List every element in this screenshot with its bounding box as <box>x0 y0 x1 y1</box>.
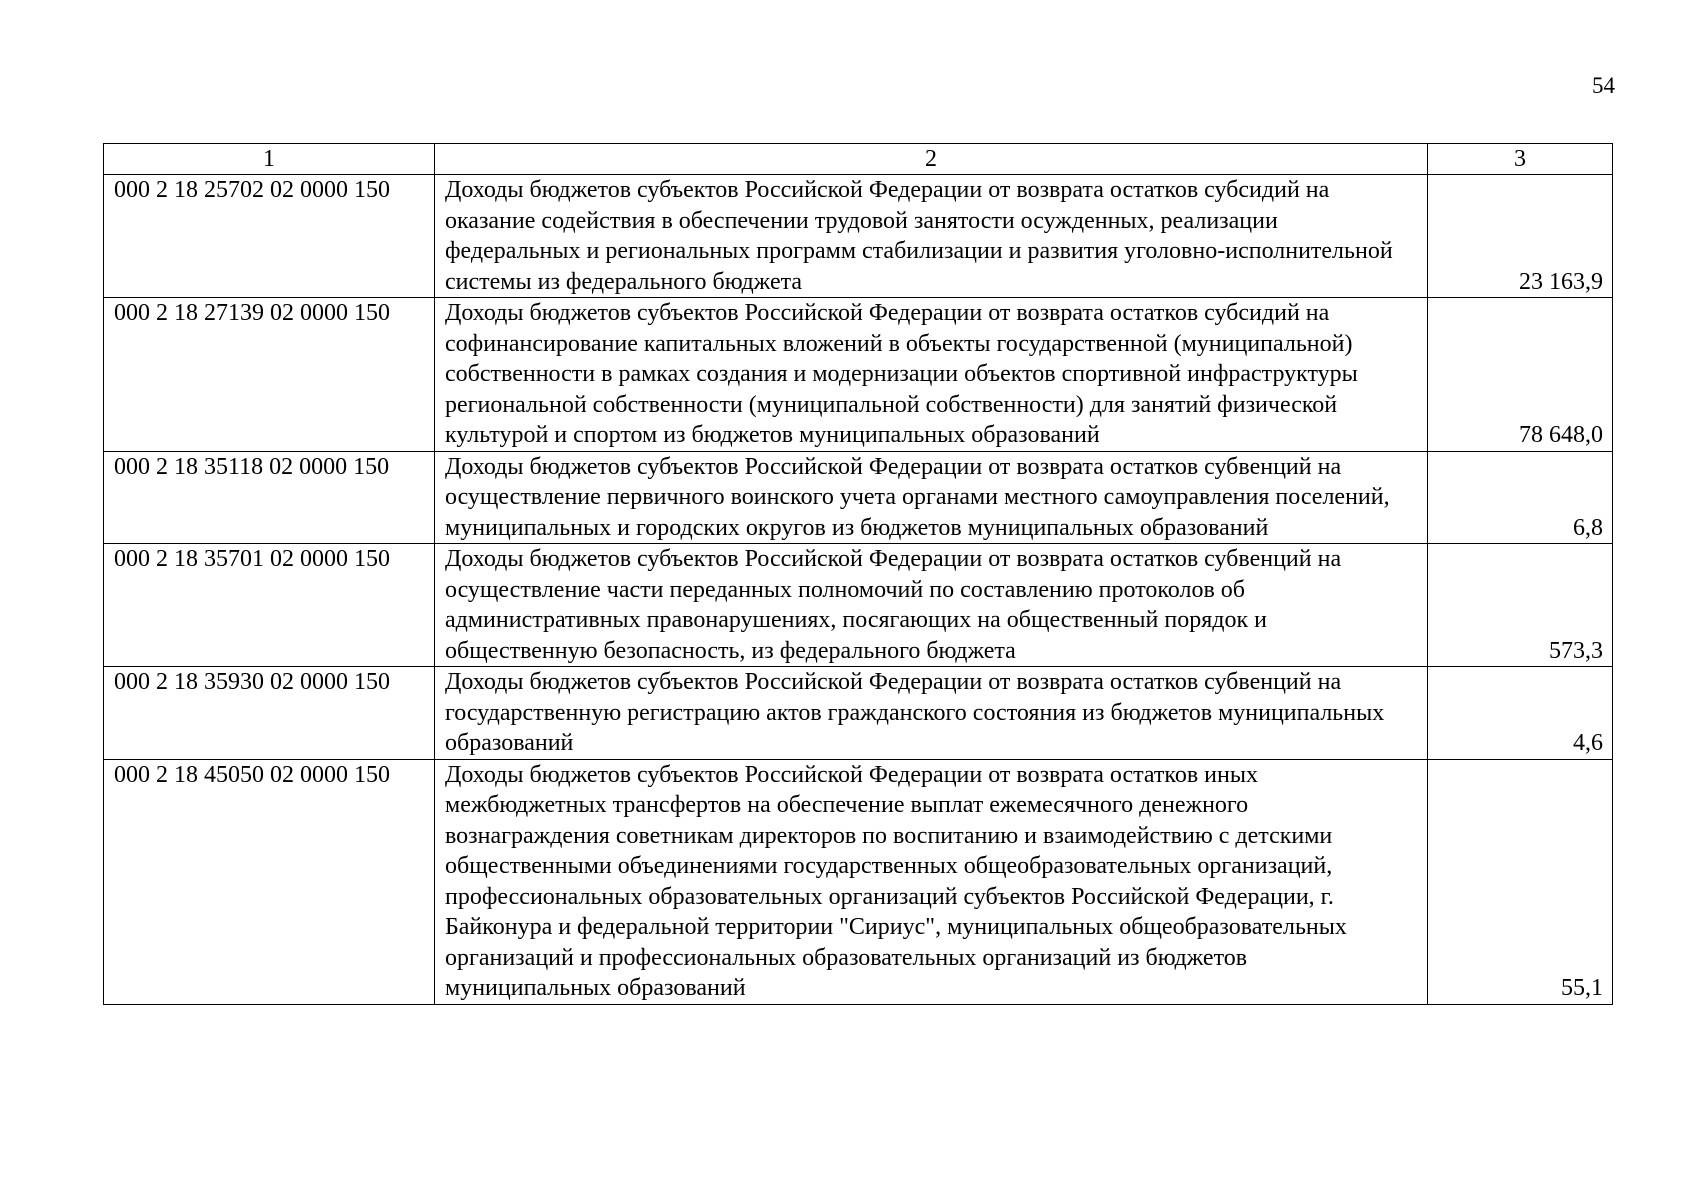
column-header-description: 2 <box>435 144 1428 175</box>
table-row <box>104 667 1613 760</box>
amount: 6,8 <box>1428 451 1613 544</box>
budget-code: 000 2 18 35118 02 0000 150 <box>104 451 435 544</box>
revenue-description: Доходы бюджетов субъектов Российской Федерации от возврата остатков субвенций на государственную регистрацию актов гражданского состояния из бюджетов муниципальных образований <box>435 667 1428 760</box>
table-row <box>104 298 1613 452</box>
page-number: 54 <box>1592 73 1615 98</box>
revenue-description: Доходы бюджетов субъектов Российской Федерации от возврата остатков субвенций на осуществление части переданных полномочий по составлению протоколов об административных правонарушениях, посягающих на общественный порядок и общественную безопасность, из федерального бюджета <box>435 544 1428 667</box>
revenue-description: Доходы бюджетов субъектов Российской Федерации от возврата остатков субсидий на софинансирование капитальных вложений в объекты государственной (муниципальной) собственности в рамках создания и модернизации объектов спортивной инфраструктуры региональной собственности (муниципальной собственности) для занятий физической культурой и спортом из бюджетов муниципальных образований <box>435 298 1428 452</box>
budget-code: 000 2 18 35701 02 0000 150 <box>104 544 435 667</box>
budget-code: 000 2 18 35930 02 0000 150 <box>104 667 435 760</box>
budget-code: 000 2 18 45050 02 0000 150 <box>104 759 435 1004</box>
column-header-code: 1 <box>104 144 435 175</box>
amount: 23 163,9 <box>1428 175 1613 298</box>
column-header-amount: 3 <box>1428 144 1613 175</box>
header-row <box>104 144 1613 175</box>
table-row <box>104 544 1613 667</box>
amount: 4,6 <box>1428 667 1613 760</box>
amount: 55,1 <box>1428 759 1613 1004</box>
budget-code: 000 2 18 27139 02 0000 150 <box>104 298 435 452</box>
table-row <box>104 175 1613 298</box>
revenue-description: Доходы бюджетов субъектов Российской Федерации от возврата остатков субсидий на оказание содействия в обеспечении трудовой занятости осужденных, реализации федеральных и региональных программ стабилизации и развития уголовно-исполнительной системы из федерального бюджета <box>435 175 1428 298</box>
revenue-description: Доходы бюджетов субъектов Российской Федерации от возврата остатков субвенций на осуществление первичного воинского учета органами местного самоуправления поселений, муниципальных и городских округов из бюджетов муниципальных образований <box>435 451 1428 544</box>
budget-revenue-table <box>103 143 1613 1005</box>
table-row <box>104 451 1613 544</box>
amount: 78 648,0 <box>1428 298 1613 452</box>
revenue-description: Доходы бюджетов субъектов Российской Федерации от возврата остатков иных межбюджетных трансфертов на обеспечение выплат ежемесячного денежного вознаграждения советникам директоров по воспитанию и взаимодействию с детскими общественными объединениями государственных общеобразовательных организаций, профессиональных образовательных организаций субъектов Российской Федерации, г. Байконура и федеральной территории "Сириус", муниципальных общеобразовательных организаций и профессиональных образовательных организаций из бюджетов муниципальных образований <box>435 759 1428 1004</box>
amount: 573,3 <box>1428 544 1613 667</box>
budget-code: 000 2 18 25702 02 0000 150 <box>104 175 435 298</box>
table-row <box>104 759 1613 1004</box>
